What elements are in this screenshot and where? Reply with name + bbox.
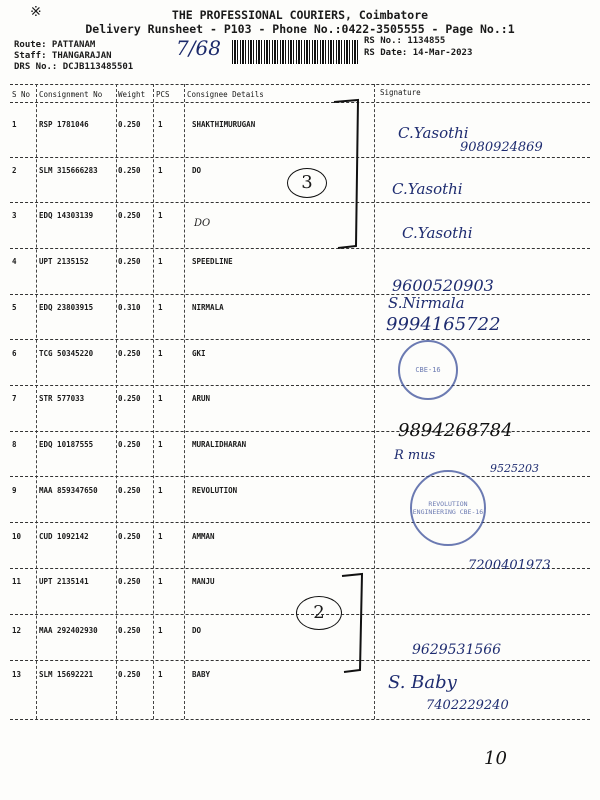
signature-2-name: C.Yasothi bbox=[392, 180, 463, 198]
signature-8-phone: 9525203 bbox=[490, 462, 539, 475]
row-consignee: MANJU bbox=[192, 577, 215, 586]
col-consignment: Consignment No bbox=[39, 90, 103, 99]
row-pcs: 1 bbox=[158, 440, 163, 449]
signature-5-phone: 9994165722 bbox=[386, 314, 501, 335]
row-weight: 0.250 bbox=[118, 349, 141, 358]
route-label: Route: PATTANAM bbox=[14, 40, 96, 50]
row-weight: 0.250 bbox=[118, 257, 141, 266]
row-pcs: 1 bbox=[158, 257, 163, 266]
signature-12-phone: 9629531566 bbox=[412, 642, 502, 658]
row-consignment: MAA 292402930 bbox=[39, 626, 98, 635]
row-rule bbox=[10, 476, 590, 477]
row-consignment: EDQ 23803915 bbox=[39, 303, 94, 312]
stamp-text: CBE-16 bbox=[415, 366, 441, 374]
row-pcs: 1 bbox=[158, 211, 163, 220]
row-rule bbox=[10, 248, 590, 249]
page-corner-mark: ※ bbox=[30, 4, 42, 20]
handwritten-count: 7/68 bbox=[176, 36, 221, 60]
row-consignee: ARUN bbox=[192, 394, 211, 403]
row-pcs: 1 bbox=[158, 626, 163, 635]
row-consignment: SLM 15692221 bbox=[39, 670, 94, 679]
row-rule bbox=[10, 294, 590, 295]
group-bracket-bottom bbox=[340, 570, 370, 680]
row-weight: 0.250 bbox=[118, 440, 141, 449]
rs-date: RS Date: 14-Mar-2023 bbox=[364, 48, 473, 58]
row-sno: 9 bbox=[12, 486, 17, 495]
table-header-rule bbox=[10, 102, 590, 103]
col-divider bbox=[153, 84, 154, 719]
row-consignment: STR 577033 bbox=[39, 394, 85, 403]
row-pcs: 1 bbox=[158, 120, 163, 129]
row-sno: 13 bbox=[12, 670, 22, 679]
row-rule bbox=[10, 719, 590, 720]
row-sno: 5 bbox=[12, 303, 17, 312]
row-weight: 0.250 bbox=[118, 626, 141, 635]
group-count-circle bbox=[287, 168, 327, 198]
row-weight: 0.250 bbox=[118, 211, 141, 220]
signature-10-phone: 7200401973 bbox=[468, 558, 551, 573]
row-rule bbox=[10, 385, 590, 386]
group-count-circle bbox=[296, 596, 342, 630]
runsheet-title: Delivery Runsheet - P103 - Phone No.:0422-3505555 - Page No.:1 bbox=[85, 22, 515, 36]
row-sno: 6 bbox=[12, 349, 17, 358]
row-rule bbox=[10, 339, 590, 340]
row-consignment: EDQ 10187555 bbox=[39, 440, 94, 449]
row-sno: 4 bbox=[12, 257, 17, 266]
row-pcs: 1 bbox=[158, 486, 163, 495]
col-sno: S No bbox=[12, 90, 31, 99]
row-consignee: NIRMALA bbox=[192, 303, 224, 312]
row-pcs: 1 bbox=[158, 166, 163, 175]
col-consignee: Consignee Details bbox=[187, 90, 264, 99]
stamp-seal bbox=[398, 340, 458, 400]
row-consignee: DO bbox=[192, 626, 202, 635]
signature-13-phone: 7402229240 bbox=[426, 698, 509, 713]
row-pcs: 1 bbox=[158, 577, 163, 586]
row-pcs: 1 bbox=[158, 349, 163, 358]
row-weight: 0.250 bbox=[118, 577, 141, 586]
row-sno: 11 bbox=[12, 577, 22, 586]
group-bracket-top bbox=[330, 96, 370, 256]
row-sno: 8 bbox=[12, 440, 17, 449]
barcode bbox=[232, 40, 360, 64]
row-consignment: UPT 2135152 bbox=[39, 257, 89, 266]
row-consignee: GKI bbox=[192, 349, 206, 358]
group-count-a: 3 bbox=[301, 172, 313, 193]
row-consignee: SPEEDLINE bbox=[192, 257, 233, 266]
signature-8-name: R mus bbox=[394, 448, 436, 463]
row-rule bbox=[10, 522, 590, 523]
signature-5-name: S.Nirmala bbox=[388, 294, 465, 312]
company-title: THE PROFESSIONAL COURIERS, Coimbatore bbox=[171, 8, 429, 22]
row-consignee: SHAKTHIMURUGAN bbox=[192, 120, 256, 129]
staff-label: Staff: THANGARAJAN bbox=[14, 51, 112, 61]
rs-number: RS No.: 1134855 bbox=[364, 36, 446, 46]
signature-1-phone: 9080924869 bbox=[460, 140, 543, 155]
row-sno: 1 bbox=[12, 120, 17, 129]
row-consignee: DO bbox=[192, 166, 202, 175]
row-sno: 3 bbox=[12, 211, 17, 220]
row-sno: 10 bbox=[12, 532, 22, 541]
table-top-rule bbox=[10, 84, 590, 85]
row-sno: 7 bbox=[12, 394, 17, 403]
row-consignment: RSP 1781046 bbox=[39, 120, 89, 129]
row-rule bbox=[10, 660, 590, 661]
row-pcs: 1 bbox=[158, 303, 163, 312]
row-weight: 0.250 bbox=[118, 670, 141, 679]
row-consignee: REVOLUTION bbox=[192, 486, 238, 495]
stamp-seal bbox=[410, 470, 486, 546]
page-mark: 10 bbox=[484, 748, 507, 769]
row-pcs: 1 bbox=[158, 670, 163, 679]
col-signature: Signature bbox=[380, 88, 421, 97]
row-consignment: CUD 1092142 bbox=[39, 532, 89, 541]
row-sno: 2 bbox=[12, 166, 17, 175]
row-consignment: SLM 315666283 bbox=[39, 166, 98, 175]
stamp-text: REVOLUTION ENGINEERING CBE-16 bbox=[412, 500, 484, 516]
row-weight: 0.250 bbox=[118, 486, 141, 495]
row-rule bbox=[10, 202, 590, 203]
col-divider bbox=[184, 84, 185, 719]
row-consignee: AMMAN bbox=[192, 532, 215, 541]
signature-7-phone: 9894268784 bbox=[398, 420, 513, 441]
row-sno: 12 bbox=[12, 626, 22, 635]
row-consignee: MURALIDHARAN bbox=[192, 440, 247, 449]
row-consignee: BABY bbox=[192, 670, 211, 679]
row-consignment: MAA 859347650 bbox=[39, 486, 98, 495]
col-divider bbox=[374, 84, 375, 719]
drs-number: DRS No.: DCJB113485501 bbox=[14, 62, 134, 72]
row-pcs: 1 bbox=[158, 394, 163, 403]
row-rule bbox=[10, 157, 590, 158]
row-consignment: UPT 2135141 bbox=[39, 577, 89, 586]
signature-1-name: C.Yasothi bbox=[398, 124, 469, 142]
row-consignee: DO bbox=[194, 218, 211, 229]
col-pcs: PCS bbox=[156, 90, 170, 99]
row-weight: 0.250 bbox=[118, 166, 141, 175]
row-consignment: EDQ 14303139 bbox=[39, 211, 94, 220]
row-pcs: 1 bbox=[158, 532, 163, 541]
signature-3-name: C.Yasothi bbox=[402, 224, 473, 242]
row-weight: 0.250 bbox=[118, 120, 141, 129]
row-weight: 0.310 bbox=[118, 303, 141, 312]
row-weight: 0.250 bbox=[118, 394, 141, 403]
row-weight: 0.250 bbox=[118, 532, 141, 541]
signature-13-name: S. Baby bbox=[388, 672, 457, 693]
col-weight: Weight bbox=[118, 90, 146, 99]
group-count-b: 2 bbox=[313, 602, 325, 623]
signature-4-phone: 9600520903 bbox=[392, 276, 494, 295]
row-consignment: TCG 50345220 bbox=[39, 349, 94, 358]
col-divider bbox=[36, 84, 37, 719]
col-divider bbox=[116, 84, 117, 719]
